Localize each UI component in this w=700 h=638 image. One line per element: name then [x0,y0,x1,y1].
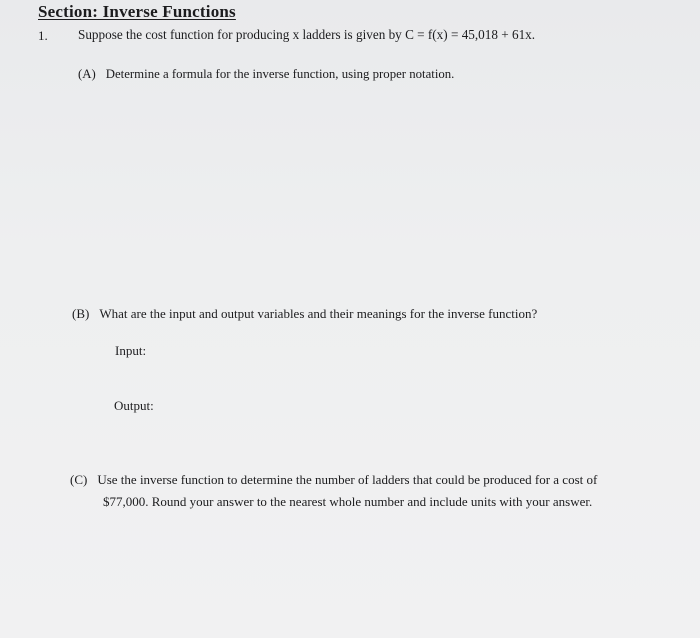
input-label: Input: [115,343,147,358]
part-a-label: (A) [78,67,96,81]
part-b [72,306,537,322]
section-title: Section: Inverse Functions [38,2,236,21]
part-b-label: (B) [72,306,90,321]
part-c-text-line2: $77,000. Round your answer to the nearest whole number and include units with your answer. [103,494,593,509]
part-a [78,67,454,82]
part-a-text: Determine a formula for the inverse function, using proper notation. [105,67,455,81]
part-c-label: (C) [70,472,88,487]
part-c-text-line1: Use the inverse function to determine the number of ladders that could be produced for a cost of [97,472,598,487]
question-number: 1. [38,28,48,43]
question-prompt: Suppose the cost function for producing x ladders is given by C = f(x) = 45,018 + 61x. [78,27,536,42]
output-label: Output: [114,398,154,413]
part-b-text: What are the input and output variables and their meanings for the inverse function? [99,306,538,321]
part-c [70,472,597,488]
